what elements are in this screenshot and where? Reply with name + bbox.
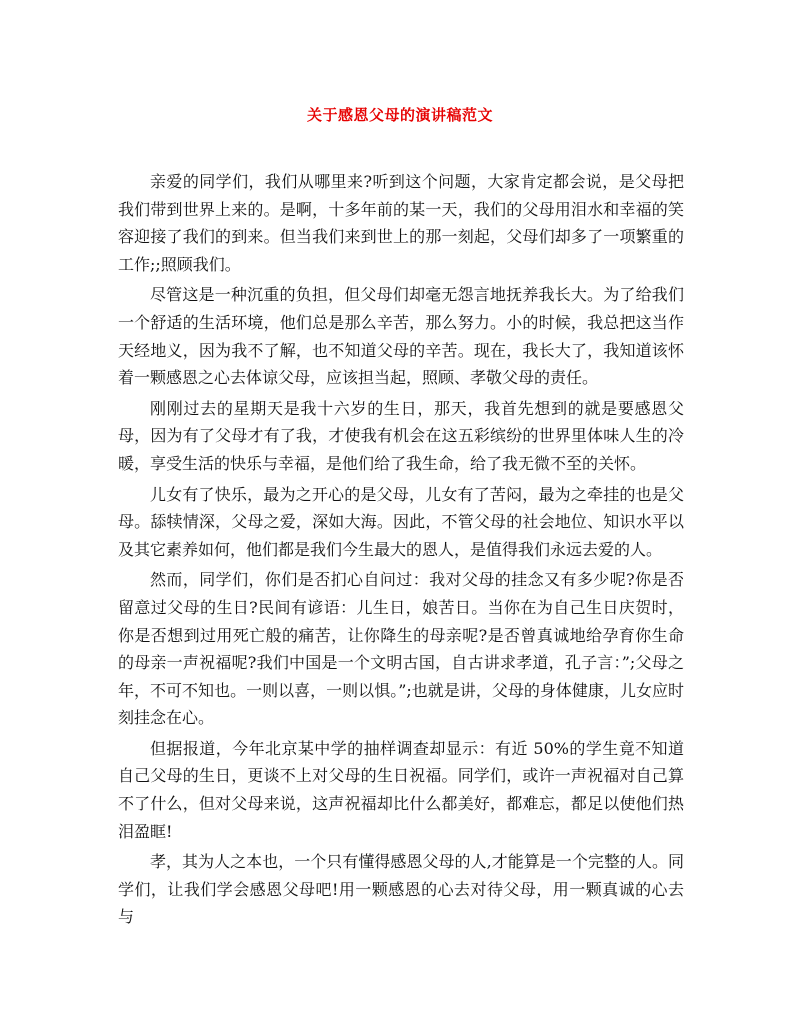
paragraph-6: 但据报道，今年北京某中学的抽样调查却显示：有近 50%的学生竟不知道自己父母的生日，更谈不上对父母的生日祝福。同学们，或许一声祝福对自己算不了什么，但对父母来说，这声祝福却比什么都美好，都难忘，都足以使他们热泪盈眶!: [118, 738, 684, 841]
paragraph-3: 刚刚过去的星期天是我十六岁的生日，那天，我首先想到的就是要感恩父母，因为有了父母才有了我，才使我有机会在这五彩缤纷的世界里体味人生的冷暖，享受生活的快乐与幸福，是他们给了我生命，给了我无微不至的关怀。: [118, 398, 684, 473]
paragraph-1: 亲爱的同学们，我们从哪里来?听到这个问题，大家肯定都会说，是父母把我们带到世界上来的。是啊，十多年前的某一天，我们的父母用泪水和幸福的笑容迎接了我们的到来。但当我们来到世上的那一刻起，父母们却多了一项繁重的工作;;照顾我们。: [118, 172, 684, 274]
paragraph-5: 然而，同学们，你们是否扪心自问过：我对父母的挂念又有多少呢?你是否留意过父母的生日?民间有谚语：儿生日，娘苦日。当你在为自己生日庆贺时，你是否想到过用死亡般的痛苦，让你降生的母亲呢?是否曾真诚地给孕育你生命的母亲一声祝福呢?我们中国是一个文明古国，自古讲求孝道，孔子言：”;父母之年，不可不知也。一则以喜，一则以惧。”;也就是讲，父母的身体健康，儿女应时刻挂念在心。: [118, 570, 684, 728]
paragraph-7: 孝，其为人之本也，一个只有懂得感恩父母的人,才能算是一个完整的人。同学们，让我们学会感恩父母吧!用一颗感恩的心去对待父母，用一颗真诚的心去与: [118, 852, 684, 927]
paragraph-4: 儿女有了快乐，最为之开心的是父母，儿女有了苦闷，最为之牵挂的也是父母。舔犊情深，父母之爱，深如大海。因此，不管父母的社会地位、知识水平以及其它素养如何，他们都是我们今生最大的恩人，是值得我们永远去爱的人。: [118, 484, 684, 559]
document-body: [118, 168, 684, 934]
document-title: 关于感恩父母的演讲稿范文: [306, 106, 493, 124]
paragraph-2: 尽管这是一种沉重的负担，但父母们却毫无怨言地抚养我长大。为了给我们一个舒适的生活环境，他们总是那么辛苦，那么努力。小的时候，我总把这当作天经地义，因为我不了解，也不知道父母的辛苦。现在，我长大了，我知道该怀着一颗感恩之心去体谅父母，应该担当起，照顾、孝敬父母的责任。: [118, 285, 684, 388]
